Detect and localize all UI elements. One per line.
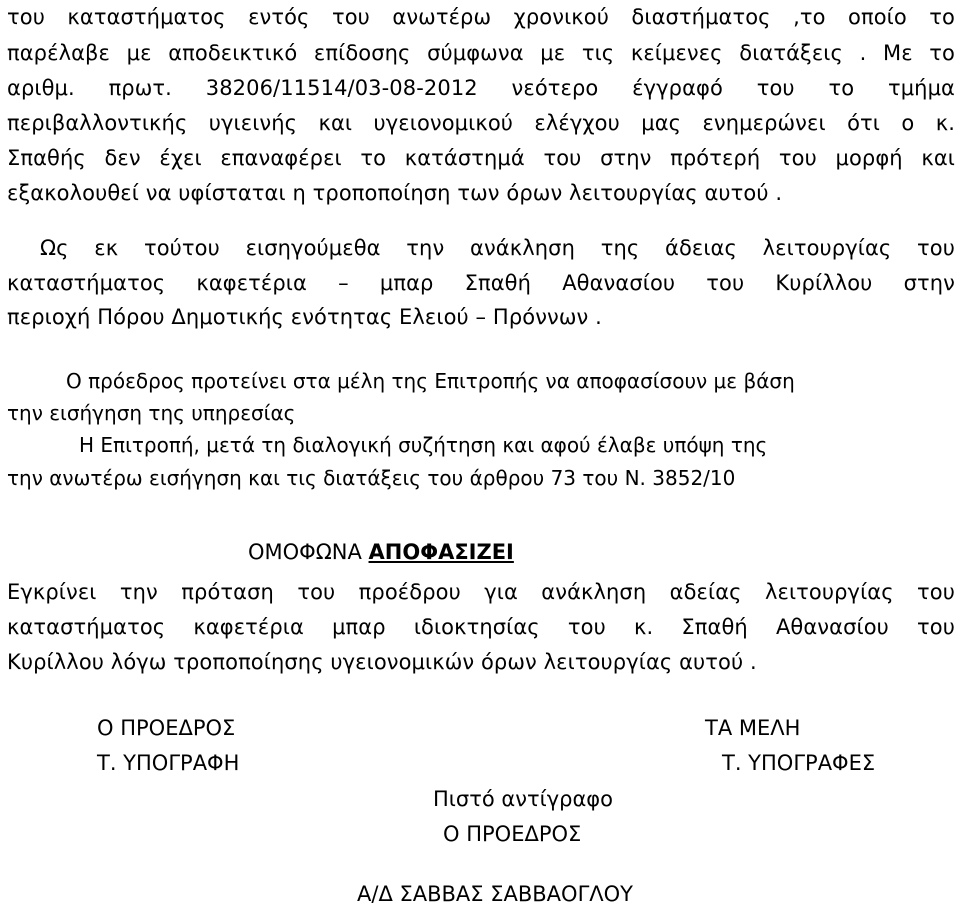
- paragraph-line: παρέλαβε με αποδεικτικό επίδοσης σύμφωνα με τις κείμενες διατάξεις . Με το: [7, 41, 955, 65]
- president-title: Ο ΠΡΟΕΔΡΟΣ: [97, 716, 236, 740]
- proposal-line: Η Επιτροπή, μετά τη διαλογική συζήτηση και αφού έλαβε υπόψη της: [79, 433, 768, 457]
- paragraph-line: αριθμ. πρωτ. 38206/11514/03-08-2012 νεότερο έγγραφό του το τμήμα: [7, 76, 955, 100]
- decision-line: Κυρίλλου λόγω τροποποίησης υγειονομικών όρων λειτουργίας αυτού .: [7, 650, 757, 674]
- paragraph-line: του καταστήματος εντός του ανωτέρω χρονικού διαστήματος ,το οποίο το: [7, 5, 955, 29]
- paragraph-line: περιοχή Πόρου Δημοτικής ενότητας Ελειού – Πρόννων .: [7, 305, 602, 329]
- true-copy-president: Ο ΠΡΟΕΔΡΟΣ: [443, 822, 582, 846]
- decision-word: ΑΠΟΦΑΣΙΖΕΙ: [368, 540, 514, 564]
- decision-line: καταστήματος καφετέρια μπαρ ιδιοκτησίας του κ. Σπαθή Αθανασίου του: [7, 615, 955, 639]
- decision-prefix: ΟΜΟΦΩΝΑ: [248, 540, 362, 564]
- paragraph-line: περιβαλλοντικής υγιεινής και υγειονομικού ελέγχου μας ενημερώνει ότι ο κ.: [7, 111, 955, 135]
- president-name: Α/Δ ΣΑΒΒΑΣ ΣΑΒΒΑΟΓΛΟΥ: [357, 882, 634, 906]
- paragraph-line: Σπαθής δεν έχει επαναφέρει το κατάστημά του στην πρότερή του μορφή και: [7, 146, 955, 170]
- members-title: ΤΑ ΜΕΛΗ: [705, 716, 801, 740]
- proposal-line: Ο πρόεδρος προτείνει στα μέλη της Επιτροπής να αποφασίσουν με βάση: [66, 369, 795, 393]
- paragraph-line: Ως εκ τούτου εισηγούμεθα την ανάκληση της άδειας λειτουργίας του: [40, 236, 955, 260]
- paragraph-line: καταστήματος καφετέρια – μπαρ Σπαθή Αθανασίου του Κυρίλλου στην: [7, 271, 955, 295]
- proposal-line: την εισήγηση της υπηρεσίας: [7, 401, 296, 425]
- president-signature: Τ. ΥΠΟΓΡΑΦΗ: [97, 751, 240, 775]
- decision-line: Εγκρίνει την πρόταση του προέδρου για ανάκληση αδείας λειτουργίας του: [7, 580, 955, 604]
- decision-heading: [248, 537, 514, 567]
- members-signature: Τ. ΥΠΟΓΡΑΦΕΣ: [722, 751, 876, 775]
- true-copy-label: Πιστό αντίγραφο: [433, 787, 613, 811]
- paragraph-line: εξακολουθεί να υφίσταται η τροποποίηση των όρων λειτουργίας αυτού .: [7, 181, 783, 205]
- proposal-line: την ανωτέρω εισήγηση και τις διατάξεις του άρθρου 73 του Ν. 3852/10: [7, 466, 736, 490]
